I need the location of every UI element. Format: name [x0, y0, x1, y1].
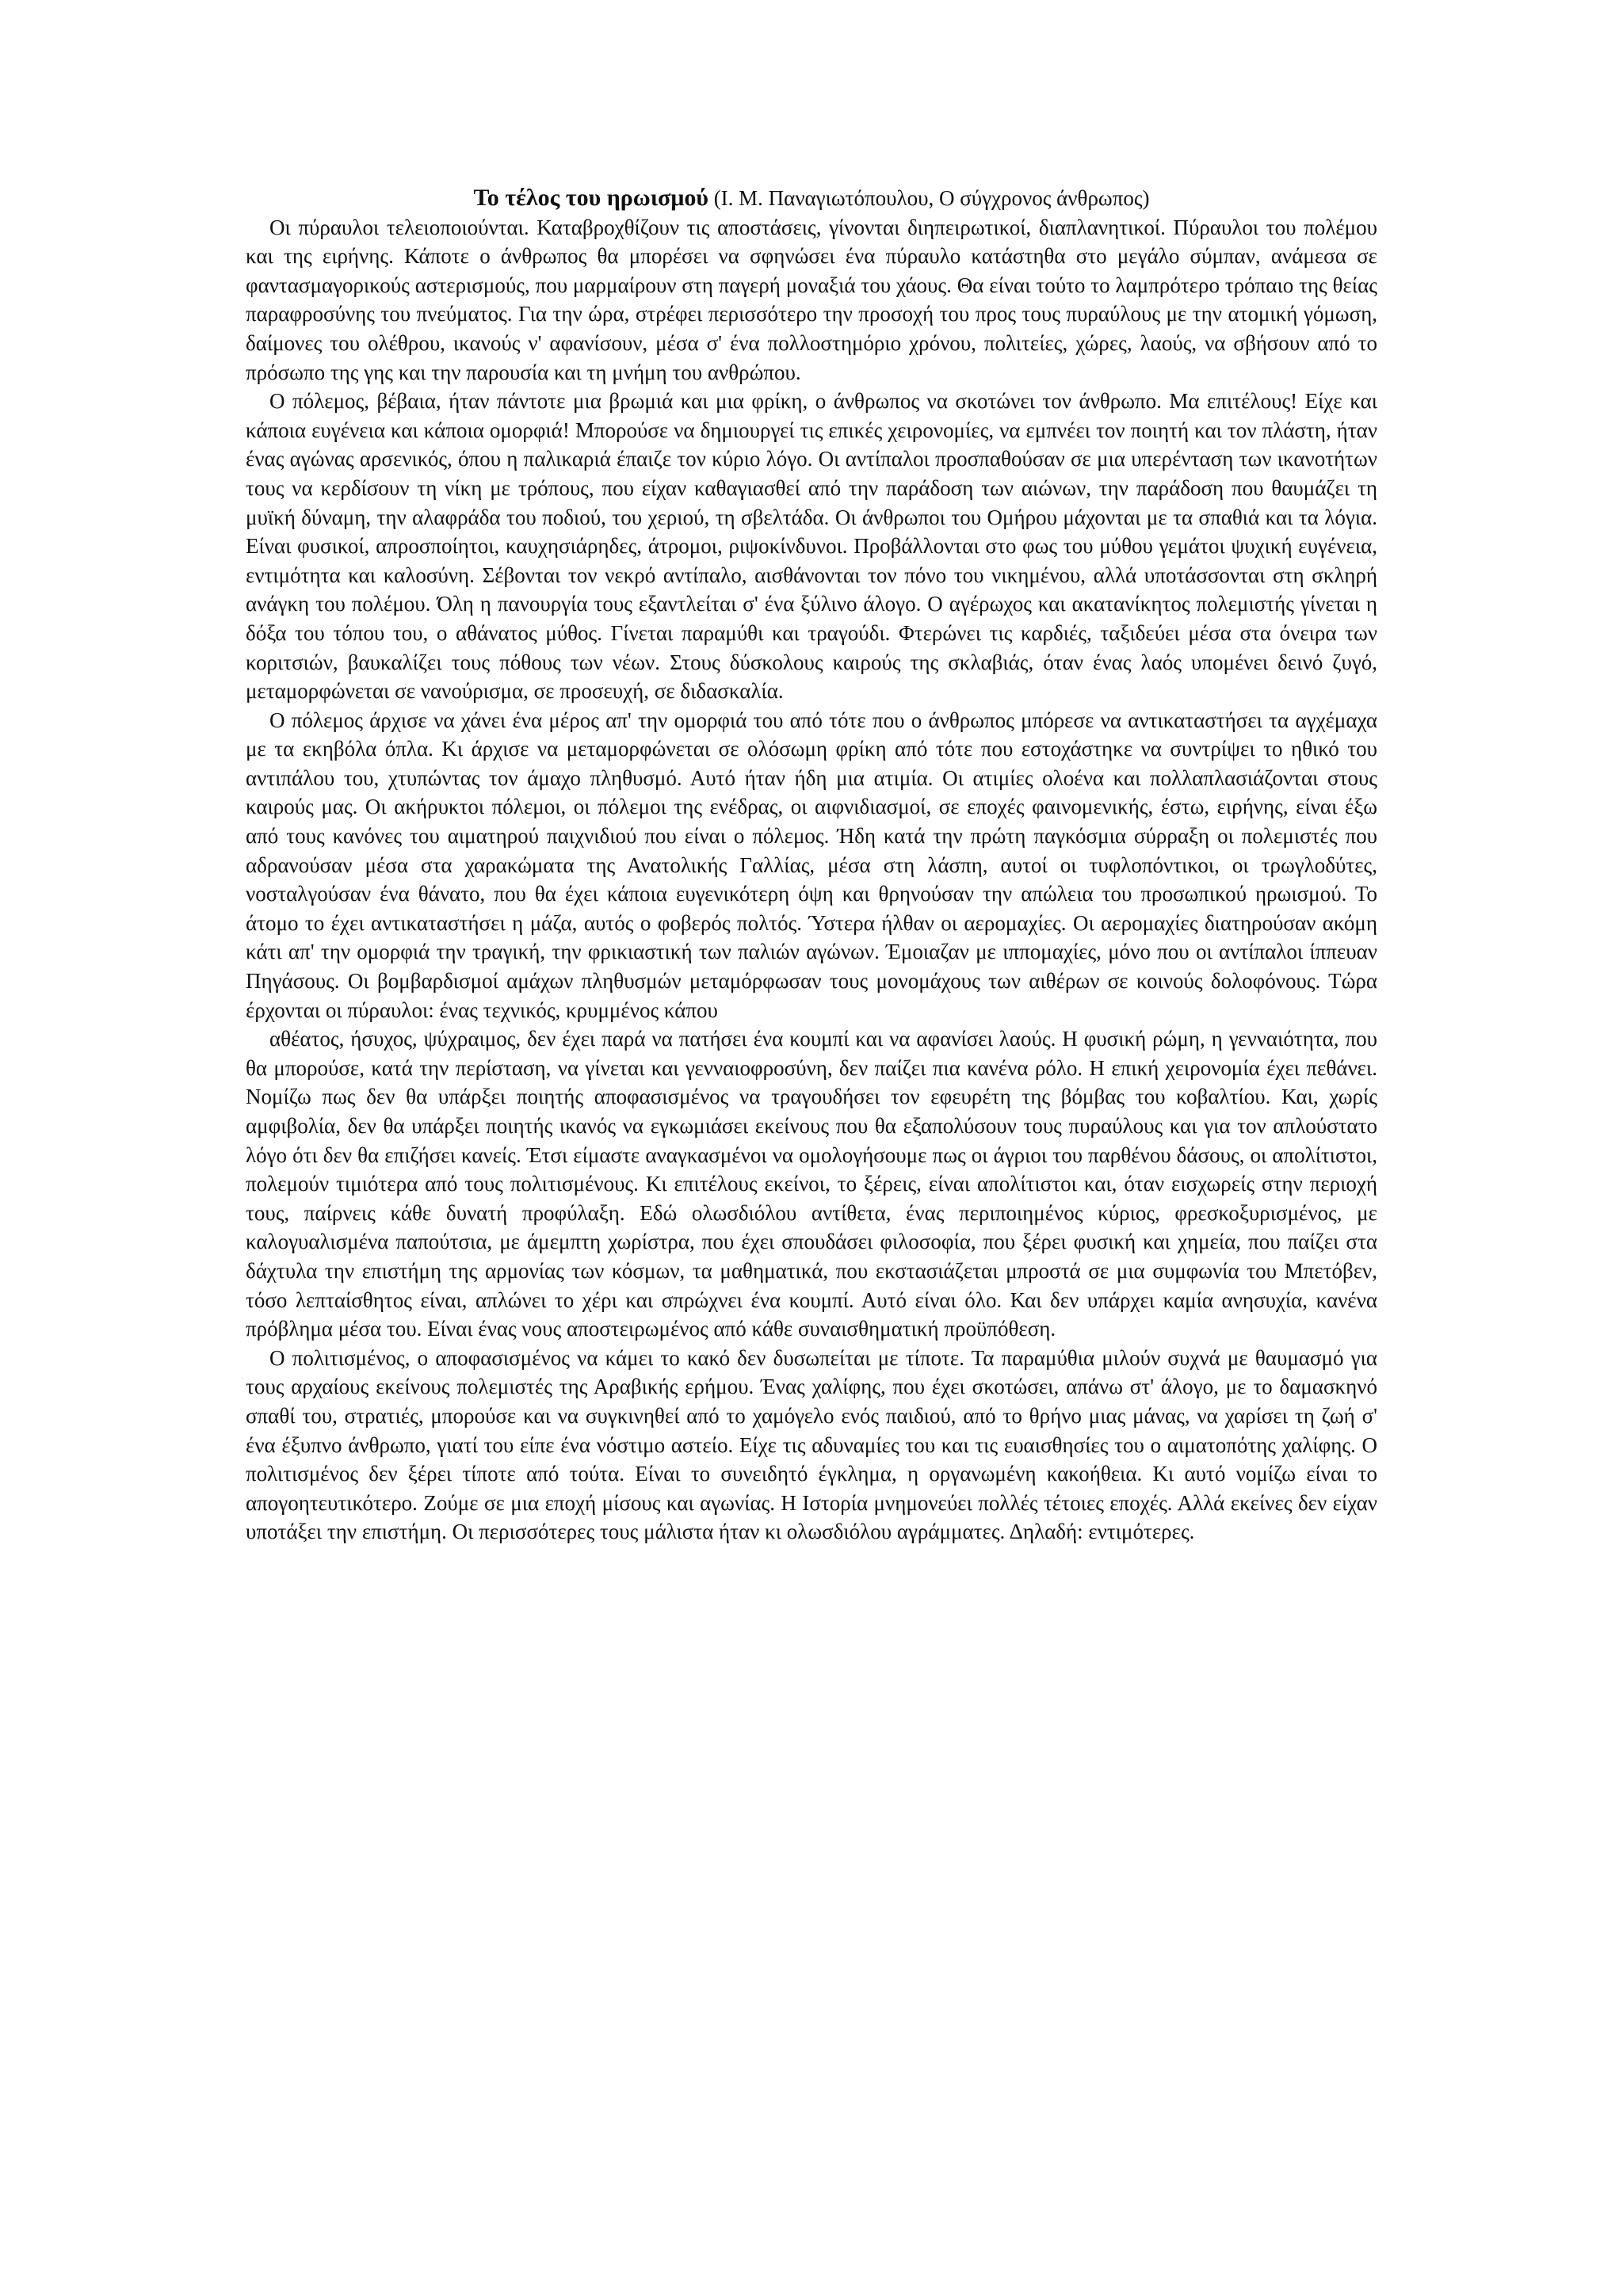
paragraph-1: Οι πύραυλοι τελειοποιούνται. Καταβροχθίζουν τις αποστάσεις, γίνονται διηπειρωτικοί, διαπλανητικοί. Πύραυλοι του πολέμου και της ειρήνης. Κάποτε ο άνθρωπος θα μπορέσει να σφηνώσει ένα πύραυλο κατάστηθα στο μεγάλο σύμπαν, ανάμεσα σε φαντασμαγορικούς αστερισμούς, που μαρμαίρουν στη παγερή μοναξιά του χάους. Θα είναι τούτο το λαμπρότερο τρόπαιο της θείας παραφροσύνης του πνεύματος. Για την ώρα, στρέφει περισσότερο την προσοχή του προς τους πυραύλους με την ατομική γόμωση, δαίμονες του ολέθρου, ικανούς ν' αφανίσουν, μέσα σ' ένα πολλοστημόριο χρόνου, πολιτείες, χώρες, λαούς, να σβήσουν από το πρόσωπο της γης και την παρουσία και τη μνήμη του ανθρώπου.	[246, 215, 1377, 384]
paragraph-5: Ο πολιτισμένος, ο αποφασισμένος να κάμει το κακό δεν δυσωπείται με τίποτε. Τα παραμύθια μιλούν συχνά με θαυμασμό για τους αρχαίους εκείνους πολεμιστές της Αραβικής ερήμου. Ένας χαλίφης, που έχει σκοτώσει, απάνω στ' άλογο, με το δαμασκηνό σπαθί του, στρατιές, μπορούσε και να συγκινηθεί από το χαμόγελο ενός παιδιού, από το θρήνο μιας μάνας, να χαρίσει τη ζωή σ' ένα έξυπνο άνθρωπο, γιατί του είπε ένα νόστιμο αστείο. Είχε τις αδυναμίες του και τις ευαισθησίες του ο αιματοπότης χαλίφης. Ο πολιτισμένος δεν ξέρει τίποτε από τούτα. Είναι το συνειδητό έγκλημα, η οργανωμένη κακοήθεια. Κι αυτό νομίζω είναι το απογοητευτικότερο. Ζούμε σε μια εποχή μίσους και αγωνίας. Η Ιστορία μνημονεύει πολλές τέτοιες εποχές. Αλλά εκείνες δεν είχαν υποτάξει την επιστήμη. Οι περισσότερες τους μάλιστα ήταν κι ολωσδιόλου αγράμματες. Δηλαδή: εντιμότερες.	[246, 1345, 1377, 1544]
paragraph-4: αθέατος, ήσυχος, ψύχραιμος, δεν έχει παρά να πατήσει ένα κουμπί και να αφανίσει λαούς. Η φυσική ρώμη, η γενναιότητα, που θα μπορούσε, κατά την περίσταση, να γίνεται και γενναιοφροσύνη, δεν παίζει πια κανένα ρόλο. Η επική χειρονομία έχει πεθάνει. Νομίζω πως δεν θα υπάρξει ποιητής αποφασισμένος να τραγουδήσει τον εφευρέτη της βόμβας του κοβαλτίου. Και, χωρίς αμφιβολία, δεν θα υπάρξει ποιητής ικανός να εγκωμιάσει εκείνους που θα εξαπολύσουν τους πυραύλους και για τον απλούστατο λόγο ότι δεν θα επιζήσει κανείς. Έτσι είμαστε αναγκασμένοι να ομολογήσουμε πως οι άγριοι του παρθένου δάσους, οι απολίτιστοι, πολεμούν τιμιότερα από τους πολιτισμένους. Κι επιτέλους εκείνοι, το ξέρεις, είναι απολίτιστοι και, όταν εισχωρείς στην περιοχή τους, παίρνεις κάθε δυνατή προφύλαξη. Εδώ ολωσδιόλου αντίθετα, ένας περιποιημένος κύριος, φρεσκοξυρισμένος, με καλογυαλισμένα παπούτσια, με άμεμπτη χωρίστρα, που έχει σπουδάσει φιλοσοφία, που ξέρει φυσική και χημεία, που παίζει στα δάχτυλα την επιστήμη της αρμονίας των κόσμων, τα μαθηματικά, που εκστασιάζεται μπροστά σε μια συμφωνία του Μπετόβεν, τόσο λεπταίσθητος είναι, απλώνει το χέρι και σπρώχνει ένα κουμπί. Αυτό είναι όλο. Και δεν υπάρχει καμία ανησυχία, κανένα πρόβλημα μέσα του. Είναι ένας νους αποστειρωμένος από κάθε συναισθηματική προϋπόθεση.	[246, 1027, 1377, 1341]
paragraph-3: Ο πόλεμος άρχισε να χάνει ένα μέρος απ' την ομορφιά του από τότε που ο άνθρωπος μπόρεσε να αντικαταστήσει τα αγχέμαχα με τα εκηβόλα όπλα. Κι άρχισε να μεταμορφώνεται σε ολόσωμη φρίκη από τότε που εστοχάστηκε να συντρίψει το ηθικό του αντιπάλου του, χτυπώντας τον άμαχο πληθυσμό. Αυτό ήταν ήδη μια ατιμία. Οι ατιμίες ολοένα και πολλαπλασιάζονται στους καιρούς μας. Οι ακήρυκτοι πόλεμοι, οι πόλεμοι της ενέδρας, οι αιφνιδιασμοί, σε εποχές φαινομενικής, έστω, ειρήνης, είναι έξω από τους κανόνες του αιματηρού παιχνιδιού που είναι ο πόλεμος. Ήδη κατά την πρώτη παγκόσμια σύρραξη οι πολεμιστές που αδρανούσαν μέσα στα χαρακώματα της Ανατολικής Γαλλίας, μέσα στη λάσπη, αυτοί οι τυφλοπόντικοι, οι τρωγλοδύτες, νοσταλγούσαν ένα θάνατο, που θα έχει κάποια ευγενικότερη όψη και θρηνούσαν την απώλεια του προσωπικού ηρωισμού. Το άτομο το έχει αντικαταστήσει η μάζα, αυτός ο φοβερός πολτός. Ύστερα ήλθαν οι αερομαχίες. Οι αερομαχίες διατηρούσαν ακόμη κάτι απ' την ομορφιά την τραγική, την φρικιαστική των παλιών αγώνων. Έμοιαζαν με ιππομαχίες, μόνο που οι αντίπαλοι ίππευαν Πηγάσους. Οι βομβαρδισμοί αμάχων πληθυσμών μεταμόρφωσαν τους μονομάχους των αιθέρων σε κοινούς δολοφόνους. Τώρα έρχονται οι πύραυλοι: ένας τεχνικός, κρυμμένος κάπου	[246, 707, 1377, 1022]
paragraph-2: Ο πόλεμος, βέβαια, ήταν πάντοτε μια βρωμιά και μια φρίκη, ο άνθρωπος να σκοτώνει τον άνθρωπο. Μα επιτέλους! Είχε και κάποια ευγένεια και κάποια ομορφιά! Μπορούσε να δημιουργεί τις επικές χειρονομίες, να εμπνέει τον ποιητή και τον πλάστη, ήταν ένας αγώνας αρσενικός, όπου η παλικαριά έπαιζε τον κύριο λόγο. Οι αντίπαλοι προσπαθούσαν σε μια υπερένταση των ικανοτήτων τους να κερδίσουν τη νίκη με τρόπους, που είχαν καθαγιασθεί από την παράδοση των αιώνων, την παράδοση που θαυμάζει τη μυϊκή δύναμη, την αλαφράδα του ποδιού, του χεριού, τη σβελτάδα. Οι άνθρωποι του Ομήρου μάχονται με τα σπαθιά και τα λόγια. Είναι φυσικοί, απροσποίητοι, καυχησιάρηδες, άτρομοι, ριψοκίνδυνοι. Προβάλλονται στο φως του μύθου γεμάτοι ψυχική ευγένεια, εντιμότητα και καλοσύνη. Σέβονται τον νεκρό αντίπαλο, αισθάνονται τον πόνο του νικημένου, αλλά υποτάσσονται στη σκληρή ανάγκη του πολέμου. Όλη η πανουργία τους εξαντλείται σ' ένα ξύλινο άλογο. Ο αγέρωχος και ακατανίκητος πολεμιστής γίνεται η δόξα του τόπου του, ο αθάνατος μύθος. Γίνεται παραμύθι και τραγούδι. Φτερώνει τις καρδιές, ταξιδεύει μέσα στα όνειρα των κοριτσιών, βαυκαλίζει τους πόθους των νέων. Στους δύσκολους καιρούς της σκλαβιάς, όταν ένας λαός υπομένει δεινό ζυγό, μεταμορφώνεται σε νανούρισμα, σε προσευχή, σε διδασκαλία.	[246, 389, 1377, 704]
article-source: (Ι. Μ. Παναγιωτόπουλου, Ο σύγχρονος άνθρωπος)	[713, 186, 1150, 210]
article-heading	[246, 184, 1377, 213]
article	[246, 184, 1377, 1547]
article-title: Το τέλος του ηρωισμού	[473, 185, 708, 211]
